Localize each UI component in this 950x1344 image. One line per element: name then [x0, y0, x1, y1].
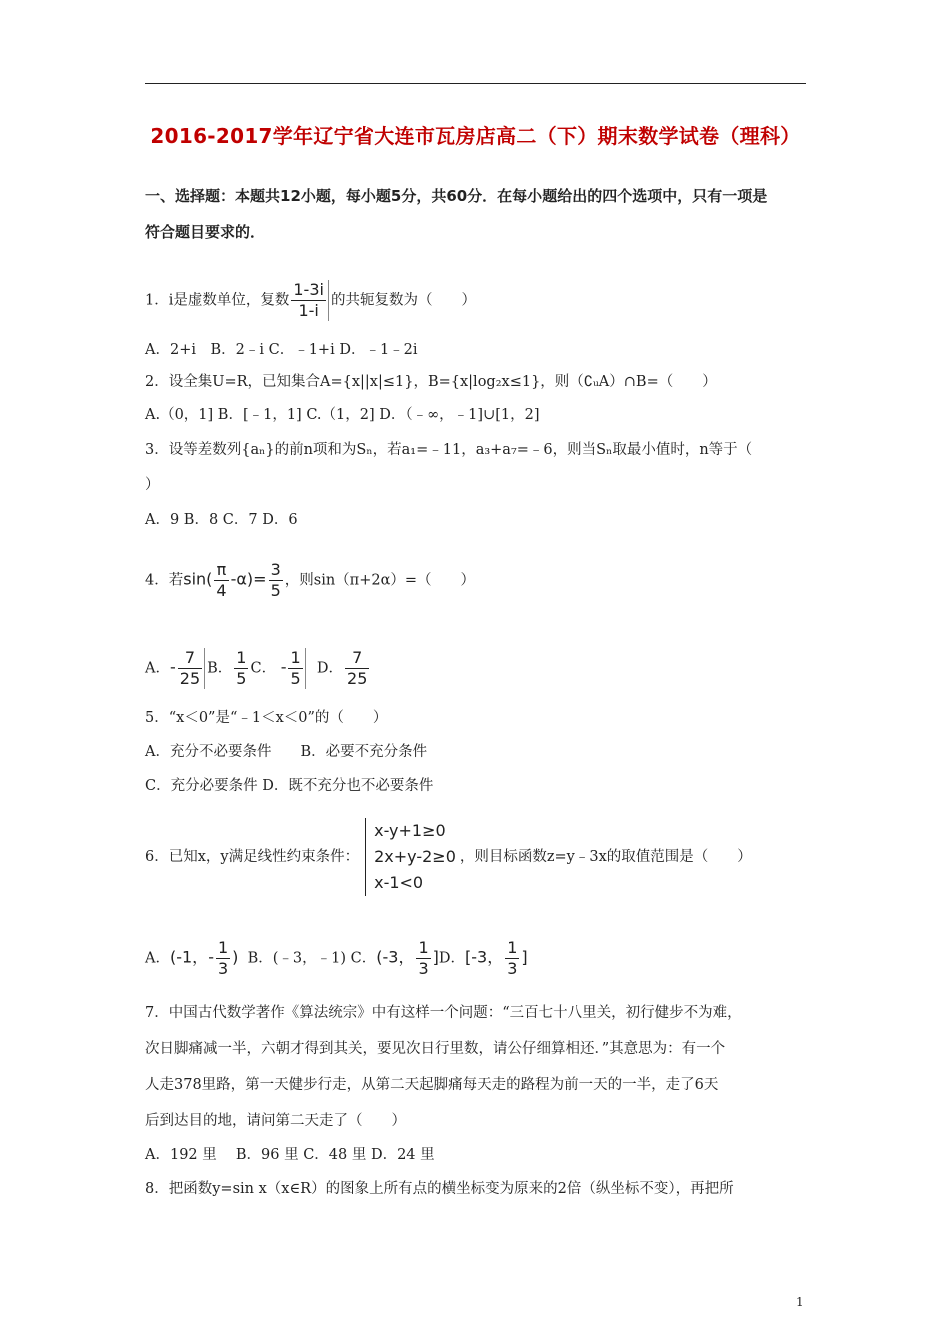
- q4-five: 5: [270, 581, 281, 600]
- q4-three: 3: [270, 560, 281, 579]
- q6-opt-a-label: A．: [145, 950, 170, 967]
- question-7-line1: 7．中国古代数学著作《算法统宗》中有这样一个问题：“三百七十八里关，初行健步不为难，: [145, 1005, 742, 1021]
- q6-opt-d-den: 3: [507, 959, 518, 978]
- q4-opt-d-fraction: [345, 648, 369, 689]
- q4-opt-b-fraction: [234, 648, 248, 689]
- q6-opt-a-sign: -: [208, 947, 214, 967]
- q4-opt-a-label: A．: [145, 660, 170, 677]
- q6-opt-a-close: ): [232, 947, 239, 967]
- question-7-line2: 次日脚痛减一半，六朝才得到其关，要见次日行里数，请公仔细算相还．”其意思为：有一个: [145, 1041, 726, 1057]
- q6-opt-c-num: 1: [418, 938, 429, 957]
- question-7-line4: 后到达目的地，请问第二天走了（ ）: [145, 1113, 406, 1129]
- q4-options: [145, 648, 371, 689]
- question-8-line1: 8．把函数y=sin x（x∈R）的图象上所有点的横坐标变为原来的2倍（纵坐标不变），再把所: [145, 1181, 734, 1197]
- q5-options-line2: C．充分必要条件 D．既不充分也不必要条件: [145, 778, 434, 794]
- q6-opt-c-fraction: [416, 938, 430, 979]
- q6-opt-a-den: 3: [217, 959, 229, 978]
- question-7-line3: 人走378里路，第一天健步行走，从第二天起脚痛每天走的路程为前一天的一半，走了6天: [145, 1077, 719, 1093]
- question-6: [145, 818, 752, 896]
- q6-options: [145, 938, 528, 979]
- q1-numerator: 1-3i: [293, 280, 324, 299]
- q6-opt-b-label: B．(﹣3，﹣1) C．: [247, 950, 377, 967]
- q4-opt-d-label: D．: [316, 660, 344, 677]
- q7-options: A．192 里 B．96 里 C．48 里 D．24 里: [145, 1147, 435, 1163]
- question-3-line1: 3．设等差数列{aₙ}的前n项和为Sₙ，若a₁=﹣11，a₃+a₇=﹣6，则当Sₙ取最小值时，n等于（: [145, 442, 753, 458]
- q4-pi-fraction: [214, 560, 228, 601]
- q4-opt-c-sign: -: [280, 657, 287, 677]
- q4-opt-b-label: B．: [207, 660, 233, 677]
- q6-opt-c-val: (-3，: [376, 947, 415, 967]
- q4-opt-a-num: 7: [178, 648, 202, 669]
- question-2: 2．设全集U=R，已知集合A={x||x|≤1}，B={x|log₂x≤1}，则（∁ᵤA）∩B=（ ）: [145, 374, 717, 390]
- q4-pi: π: [214, 560, 228, 581]
- q4-opt-c-num: 1: [290, 648, 301, 667]
- q6-opt-d-fraction: [505, 938, 519, 979]
- q5-options-line1: A．充分不必要条件 B．必要不充分条件: [145, 744, 428, 760]
- q6-opt-d-label: D．: [438, 950, 466, 967]
- q4-opt-d-num: 7: [345, 648, 369, 669]
- page-number: 1: [796, 1295, 804, 1309]
- section-heading-line2: 符合题目要求的．: [145, 223, 266, 241]
- q4-sin: sin(: [183, 569, 213, 589]
- question-1: [145, 280, 476, 321]
- q4-four: 4: [216, 581, 227, 600]
- page-title: 2016-2017学年辽宁省大连市瓦房店高二（下）期末数学试卷（理科）: [150, 124, 801, 148]
- q1-suffix: 的共轭复数为（ ）: [330, 292, 476, 309]
- section-heading-line1: 一、选择题：本题共12小题，每小题5分，共60分．在每小题给出的四个选项中，只有一项是: [145, 187, 768, 205]
- q4-opt-b-den: 5: [236, 669, 247, 688]
- q6-opt-c-close: ]: [432, 947, 439, 967]
- q4-opt-a-den: 25: [179, 669, 201, 688]
- q6-constraint-2: 2x+y-2≥0: [374, 847, 456, 866]
- q4-alpha: -α)=: [230, 569, 267, 589]
- header-rule: [145, 83, 806, 84]
- q4-opt-c-fraction: [288, 648, 305, 689]
- question-5: 5．“x＜0”是“﹣1＜x＜0”的（ ）: [145, 710, 388, 726]
- q1-prefix: 1．i是虚数单位，复数: [145, 292, 290, 309]
- q4-opt-b-num: 1: [236, 648, 247, 667]
- q4-suffix: ，则sin（π+2α）=（ ）: [284, 572, 476, 589]
- q6-opt-a-val: (-1，: [169, 947, 209, 967]
- q6-constraint-1: x-y+1≥0: [374, 821, 446, 840]
- q3-options: A．9 B．8 C．7 D．6: [145, 512, 298, 528]
- q4-prefix: 4．若: [145, 572, 184, 589]
- q4-opt-d-den: 25: [347, 669, 368, 688]
- q1-fraction: [291, 280, 329, 321]
- q6-opt-c-den: 3: [418, 959, 429, 978]
- q4-opt-a-fraction: [178, 648, 205, 689]
- q6-opt-d-val: [-3，: [465, 947, 504, 967]
- q6-opt-a-fraction: [216, 938, 230, 979]
- q6-constraint-system: [365, 818, 456, 896]
- q1-options: A．2+i B．2﹣i C．﹣1+i D．﹣1﹣2i: [145, 342, 418, 358]
- q4-opt-c-den: 5: [290, 669, 301, 688]
- q6-opt-a-num: 1: [217, 938, 229, 957]
- q4-opt-c-label: C．: [250, 660, 277, 677]
- q1-denominator: 1-i: [298, 301, 319, 320]
- q2-options: A.（0，1] B．[﹣1，1] C.（1，2] D．（﹣∞，﹣1]∪[1，2]: [145, 407, 540, 423]
- q6-opt-d-close: ]: [521, 947, 528, 967]
- q4-opt-a-sign: -: [169, 657, 176, 677]
- q6-suffix: ，则目标函数z=y﹣3x的取值范围是（ ）: [459, 849, 752, 865]
- q4-value-fraction: [269, 560, 283, 601]
- q6-constraint-3: x-1<0: [374, 873, 424, 892]
- q6-opt-d-num: 1: [507, 938, 518, 957]
- question-4: [145, 560, 475, 601]
- question-3-line2: ）: [145, 477, 160, 493]
- q6-prefix: 6．已知x，y满足线性约束条件：: [145, 849, 360, 865]
